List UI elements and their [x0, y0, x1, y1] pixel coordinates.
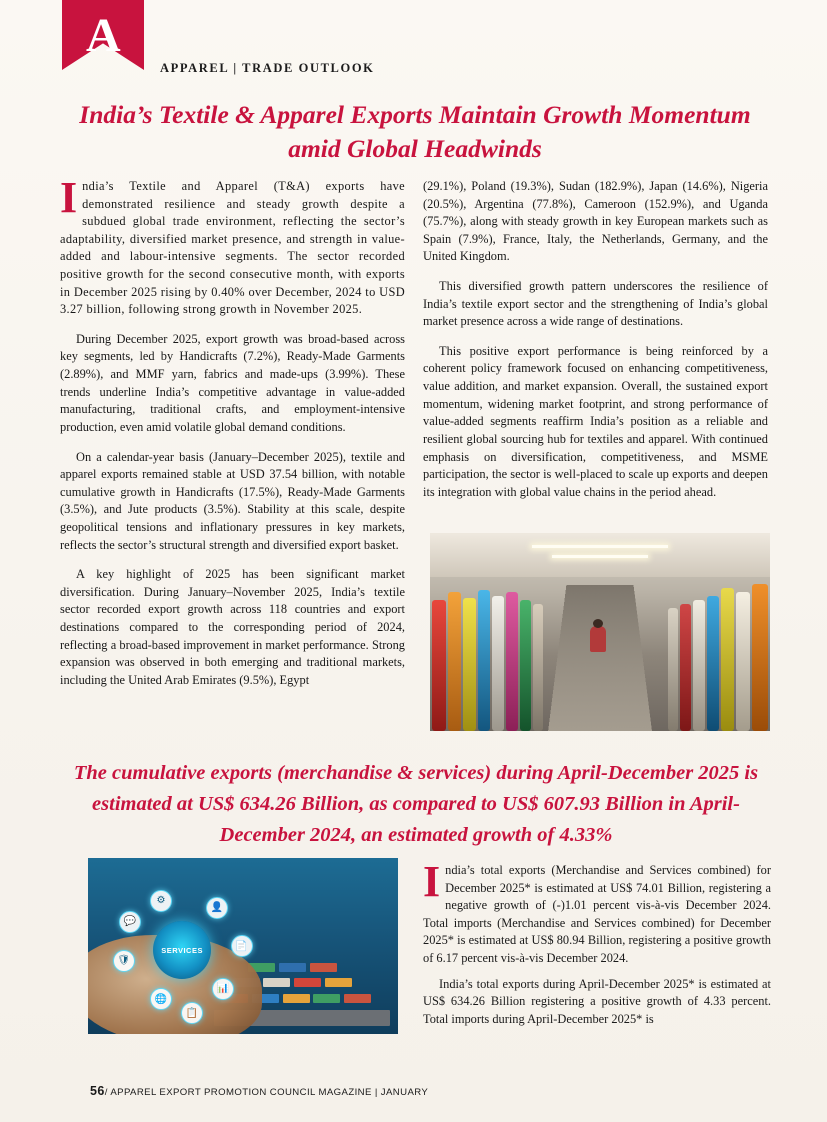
body-column-right: [423, 178, 768, 513]
fabric-roll: [463, 598, 476, 731]
fabric-roll: [680, 604, 691, 731]
textile-mill-photo: [430, 533, 770, 731]
fabric-roll: [736, 592, 750, 731]
chart-icon: 📊: [212, 978, 234, 1000]
cargo-container: [325, 978, 352, 987]
cargo-container: [279, 963, 306, 972]
dropcap-letter: I: [60, 173, 78, 222]
fabric-roll: [432, 600, 446, 731]
paragraph: [60, 173, 405, 319]
cargo-container: [344, 994, 371, 1003]
body-column-bottom: [423, 857, 771, 1036]
fabric-roll: [478, 590, 490, 731]
services-hub-label: SERVICES: [161, 945, 203, 955]
fabric-roll: [506, 592, 518, 731]
paragraph-text: This diversified growth pattern underscores the resilience of India’s textile export sector and the strengthening of India’s global market presence across a wide range of destinations.: [423, 279, 768, 329]
footer-separator: /: [104, 1087, 108, 1098]
fabric-roll: [752, 584, 768, 731]
paragraph-text: ndia’s Textile and Apparel (T&A) exports have demonstrated resilience and steady growth despite a subdued global trade environment, reflecting the sector’s adaptability, diversified market presence, and strength in value-added and labour-intensive segments. The sector recorded positive growth for the second consecutive month, with exports in December 2025 rising by 0.40% over December, 2024 to USD 3.27 billion, following strong growth in November 2025.: [60, 179, 405, 317]
paragraph: [60, 566, 405, 689]
fabric-roll: [668, 608, 678, 731]
document-icon: 📄: [231, 935, 253, 957]
fabric-roll: [707, 596, 719, 731]
body-column-left: [60, 173, 405, 701]
page-footer: [90, 1084, 428, 1098]
fabric-roll: [533, 604, 543, 731]
cargo-container: [263, 978, 290, 987]
user-icon: 👤: [206, 897, 228, 919]
paragraph: [423, 178, 768, 266]
fabric-roll: [693, 600, 705, 731]
page-number: 56: [90, 1084, 105, 1098]
globe-icon: 🌐: [150, 988, 172, 1010]
chat-icon: 💬: [119, 911, 141, 933]
paragraph-text: On a calendar-year basis (January–December 2025), textile and apparel exports remained stable at USD 37.54 billion, with notable cumulative growth in Handicrafts (17.5%), Ready-Made Garments (3.5%), and Jute products (3.5%). Stability at this scale, despite geopolitical tensions and inflationary pressures in key markets, reflects the sector’s structural strength and diversified export basket.: [60, 449, 405, 552]
cargo-container: [310, 963, 337, 972]
photo-worker: [590, 626, 606, 652]
shield-icon: 🛡: [113, 950, 135, 972]
paragraph: [60, 331, 405, 437]
paragraph-text: (29.1%), Poland (19.3%), Sudan (182.9%), Japan (14.6%), Nigeria (20.5%), Argentina (77.8%), Cameroon (152.9%), and Uganda (75.7%), along with steady growth in key European markets such as Spain (7.9%), France, Italy, the Netherlands, Germany, and the United Kingdom.: [423, 179, 768, 264]
paragraph-text: During December 2025, export growth was broad-based across key segments, led by Handicrafts (7.2%), Ready-Made Garments (2.89%), and MMF yarn, fabrics and made-ups (3.99%). These trends underline India’s competitive advantage in value-added manufacturing, traditional crafts, and employment-intensive production, even amid volatile global demand conditions.: [60, 331, 405, 434]
fabric-roll: [448, 592, 461, 731]
paragraph: [423, 976, 771, 1029]
masthead: [0, 0, 827, 92]
paragraph-text: This positive export performance is being reinforced by a coherent policy framework focused on enhancing competitiveness, value addition, and market expansion. Overall, the sustained export momentum, widening market footprint, and strong performance of value-added segments reaffirm India’s position as a reliable and resilient global sourcing hub for textiles and apparel. With continued emphasis on diversification, competitiveness, and MSME participation, the sector is well-placed to scale up exports and deepen its integration with global value chains in the period ahead.: [423, 343, 768, 499]
footer-publication: APPAREL EXPORT PROMOTION COUNCIL MAGAZINE | JANUARY: [110, 1087, 429, 1098]
ceiling-lamp-icon: [552, 555, 647, 558]
clipboard-icon: 📋: [181, 1002, 203, 1024]
ceiling-lamp-icon: [532, 545, 668, 548]
paragraph: [60, 449, 405, 555]
fabric-roll: [721, 588, 734, 731]
paragraph-text: A key highlight of 2025 has been significant market diversification. During January–November 2025, India’s textile sector recorded export growth across 118 countries and export destinations compared to the corresponding period of 2024, reflecting a broad-based improvement in market performance. Strong expansion was observed in both emerging and traditional markets, including the United Arab Emirates (9.5%), Egypt: [60, 567, 405, 687]
cargo-container: [283, 994, 310, 1003]
dropcap-letter: I: [423, 857, 441, 906]
cargo-container: [313, 994, 340, 1003]
brand-letter-logo: A: [86, 9, 121, 62]
article-headline: India’s Textile & Apparel Exports Maintain Growth Momentum amid Global Headwinds: [79, 100, 751, 163]
paragraph-text: India’s total exports during April-December 2025* is estimated at US$ 634.26 Billion registering a positive growth of 4.33 percent. Total imports during April-December 2025* is: [423, 976, 771, 1026]
paragraph: [423, 278, 768, 331]
fabric-roll: [520, 600, 531, 731]
global-trade-services-photo: [88, 858, 398, 1034]
fabric-roll: [492, 596, 504, 731]
section-kicker: APPAREL | TRADE OUTLOOK: [160, 61, 375, 75]
paragraph: [423, 343, 768, 501]
cargo-container: [294, 978, 321, 987]
paragraph-text: ndia’s total exports (Merchandise and Services combined) for December 2025* is estimated at US$ 74.01 Billion, registering a negative growth of (-)1.01 percent vis-à-vis December 2024. Total imports (Merchandise and Services combined) for December 2025* is estimated at US$ 80.94 Billion, registering a positive growth of 6.17 percent vis-à-vis December 2024.: [423, 863, 771, 966]
pull-quote: The cumulative exports (merchandise & services) during April-December 2025 is estimated at US$ 634.26 Billion, as compared to US$ 607.93 Billion in April-December 2024, an estimated growth of 4.33%: [73, 762, 759, 846]
paragraph: [423, 857, 771, 968]
gear-icon: ⚙: [150, 890, 172, 912]
